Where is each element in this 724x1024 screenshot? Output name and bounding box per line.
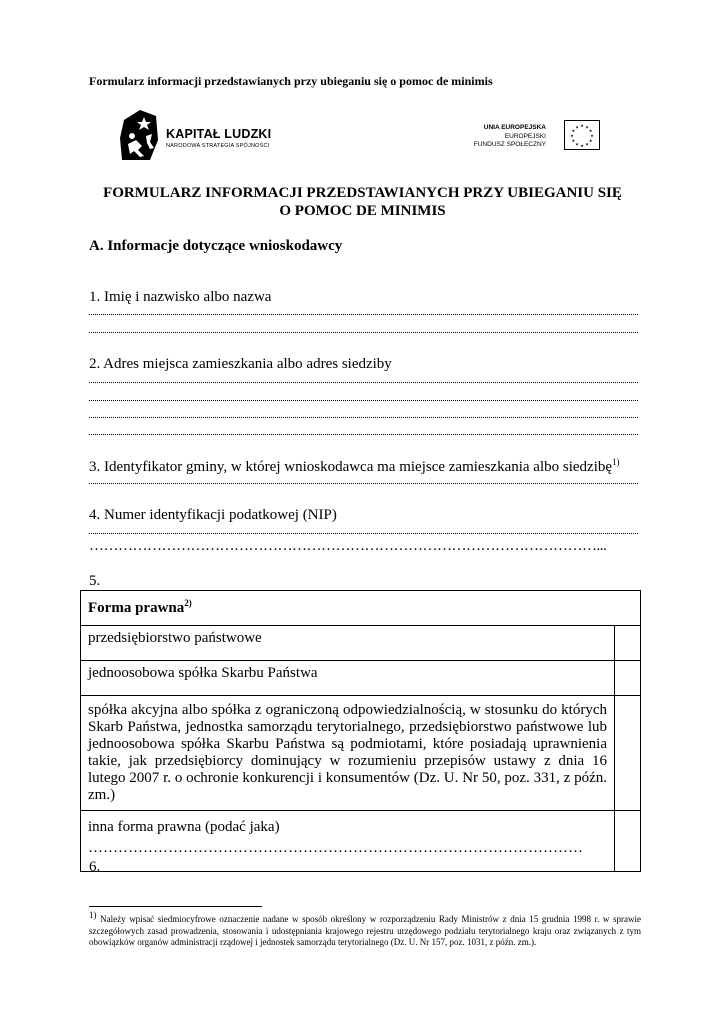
answer-2-line-3[interactable] xyxy=(89,415,638,418)
svg-text:★: ★ xyxy=(590,133,594,138)
table-row xyxy=(81,696,641,811)
kapital-ludzki-logo xyxy=(120,110,290,160)
answer-2-line-4[interactable] xyxy=(89,432,638,435)
eu-logo-text xyxy=(474,124,546,150)
question-5-label: 5. xyxy=(89,573,101,589)
footnote-1 xyxy=(89,910,641,949)
svg-text:★: ★ xyxy=(575,124,579,130)
answer-4-line-1[interactable] xyxy=(89,531,638,534)
svg-text:★: ★ xyxy=(571,138,576,143)
answer-3-line-1[interactable] xyxy=(89,481,638,484)
eu-logo xyxy=(460,118,602,154)
answer-2-line-1[interactable] xyxy=(89,380,638,383)
svg-text:★: ★ xyxy=(588,138,593,143)
option-other-form-input[interactable]: ……………………………………………………………………………………… xyxy=(88,840,583,856)
option-state-enterprise-label: przedsiębiorstwo państwowe xyxy=(81,626,615,661)
legal-form-table xyxy=(80,590,641,872)
svg-text:★: ★ xyxy=(575,141,579,147)
eu-logo-line2: EUROPEJSKI xyxy=(504,132,546,140)
svg-text:★: ★ xyxy=(571,128,576,133)
logo-title: KAPITAŁ LUDZKI xyxy=(166,127,272,141)
option-other-form-cell xyxy=(81,811,615,872)
question-6-label: 6. xyxy=(89,859,101,875)
legal-form-header-text: Forma prawna xyxy=(88,600,185,616)
option-single-member-company-label: jednoosobowa spółka Skarbu Państwa xyxy=(81,661,615,696)
eu-logo-line3: FUNDUSZ SPOŁECZNY xyxy=(473,141,546,148)
question-2-label: 2. Adres miejsca zamieszkania albo adres siedziby xyxy=(89,356,392,372)
form-title xyxy=(80,184,645,220)
footnote-2-ref: 2) xyxy=(184,598,192,608)
form-title-line1: FORMULARZ INFORMACJI PRZEDSTAWIANYCH PRZY UBIEGANIU SIĘ xyxy=(103,185,622,201)
svg-text:★: ★ xyxy=(570,133,574,138)
footnote-1-ref: 1) xyxy=(612,457,620,467)
answer-2-line-2[interactable] xyxy=(89,398,638,401)
question-1-label: 1. Imię i nazwisko albo nazwa xyxy=(89,289,272,305)
footnote-separator xyxy=(89,906,262,907)
table-row xyxy=(81,811,641,872)
eu-logo-line1: UNIA EUROPEJSKA xyxy=(483,124,546,131)
answer-1-line-2[interactable] xyxy=(89,330,638,333)
svg-text:★: ★ xyxy=(580,143,584,148)
footnote-1-marker: 1) xyxy=(89,910,97,920)
section-a-heading: A. Informacje dotyczące wnioskodawcy xyxy=(89,238,343,254)
question-4-label: 4. Numer identyfikacji podatkowej (NIP) xyxy=(89,507,337,523)
footnote-1-text: Należy wpisać siedmiocyfrowe oznaczenie nadane w sposób określony w rozporządzeniu Rady Ministrów z dnia 15 grudnia 1998 r. w sprawie szczegółowych zasad prowadzenia, stosowania i udostępniania krajowego rejestru urzędowego podziału terytorialnego kraju oraz związanych z tym obowiązków organów administracji rządowej i jednostek samorządu terytorialnego (Dz. U. Nr 157, poz. 1031, z późn. zm.). xyxy=(89,914,642,947)
option-single-member-company-checkbox[interactable] xyxy=(615,661,641,696)
answer-4-line-2[interactable]: ……………………………………………………………………………………………... xyxy=(89,538,607,554)
option-joint-stock-company-label: spółka akcyjna albo spółka z ograniczoną odpowiedzialnością, w stosunku do których Skarb Państwa, jednostka samorządu terytorialnego, przedsiębiorstwo państwowe lub jednoosobowa spółka Skarbu Państwa są podmiotami, które posiadają uprawnienia takie, jak przedsiębiorcy dominujący w rozumieniu przepisów ustawy z dnia 16 lutego 2007 r. o ochronie konkurencji i konsumentów (Dz. U. Nr 50, poz. 331, z późn. zm.) xyxy=(81,696,615,811)
svg-text:★: ★ xyxy=(585,124,589,130)
table-row xyxy=(81,661,641,696)
option-other-form-checkbox[interactable] xyxy=(615,811,641,872)
legal-form-header-row xyxy=(81,591,641,626)
table-row xyxy=(81,626,641,661)
option-state-enterprise-checkbox[interactable] xyxy=(615,626,641,661)
svg-text:★: ★ xyxy=(588,128,593,133)
kapital-ludzki-emblem-icon xyxy=(120,110,160,160)
question-3-label xyxy=(89,457,620,476)
question-3-text: 3. Identyfikator gminy, w której wnioskodawca ma miejsce zamieszkania albo siedzibę xyxy=(89,459,613,475)
legal-form-header xyxy=(81,591,641,626)
option-joint-stock-company-checkbox[interactable] xyxy=(615,696,641,811)
answer-1-line-1[interactable] xyxy=(89,312,638,315)
document-header: Formularz informacji przedstawianych przy ubieganiu się o pomoc de minimis xyxy=(89,74,493,88)
logo-subtitle: NARODOWA STRATEGIA SPÓJNOŚCI xyxy=(166,143,270,149)
option-other-form-label: inna forma prawna (podać jaka) xyxy=(88,819,280,835)
form-title-line2: O POMOC DE MINIMIS xyxy=(279,203,446,219)
eu-flag-icon xyxy=(564,120,600,150)
svg-text:★: ★ xyxy=(585,141,589,147)
svg-text:★: ★ xyxy=(580,123,584,128)
